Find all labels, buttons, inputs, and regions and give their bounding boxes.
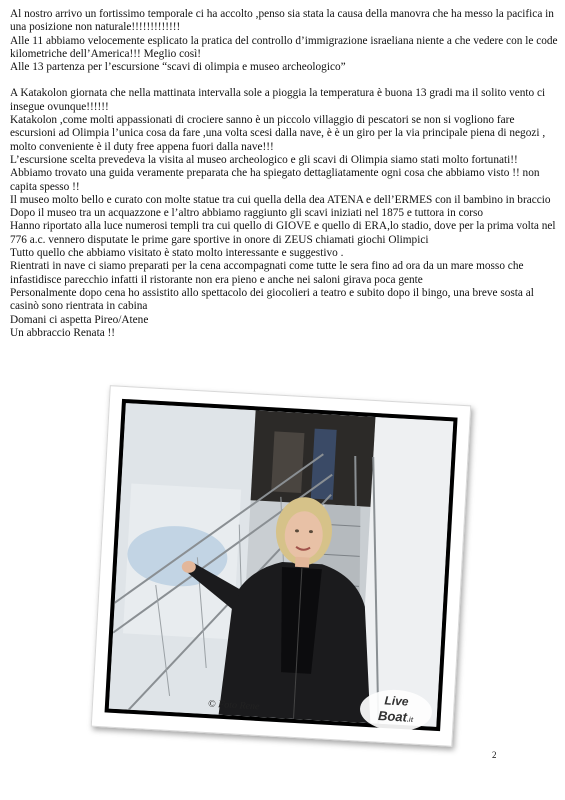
paragraph: Alle 13 partenza per l’escursione “scavi di olimpia e museo archeologico” [10, 61, 346, 74]
diary-text [10, 8, 558, 340]
logo-suffix: .it [406, 716, 414, 724]
page-number: 2 [492, 750, 497, 760]
paragraph: Katakolon ,come molti appassionati di crociere sanno è un piccolo villaggio di pescatori se non si vogliono fare escursioni ad Olimpia l’unica cosa da fare ,una volta scesi dalla nave, è è un giro per la via principale piena di negozi , molto conveniente è il duty free appena fuori dalla nave!!! [10, 114, 546, 153]
paragraph: Hanno riportato alla luce numerosi templi tra cui quello di GIOVE e quello di ERA,lo stadio, dove per la prima volta nel 776 a.c. vennero disputate le prime gare sportive in onore di ZEUS chiamati giochi Olimpici [10, 220, 556, 246]
photo [105, 399, 458, 731]
paragraph: L’escursione scelta prevedeva la visita al museo archeologico e gli scavi di Olimpia siamo stati molto fortunati!! Abbiamo trovato una guida veramente preparata che ha spiegato dettagliatamente ogni cosa che abbiamo visto !! non capita spesso !! [10, 153, 540, 193]
paragraph: Rientrati in nave ci siamo preparati per la cena accompagnati come tutte le sera fino ad ora da un mare mosso che infastidisce parecchio infatti il ristorante non era pieno e anche nei saloni girava poca gente [10, 260, 524, 286]
liveboat-logo [359, 688, 433, 733]
photo-illustration [109, 403, 454, 727]
logo-line-1: Live [384, 693, 409, 709]
paragraph: Dopo il museo tra un acquazzone e l’altro abbiamo raggiunto gli scavi iniziati nel 1875 e tuttora in corso [10, 207, 484, 220]
paragraph: Al nostro arrivo un fortissimo temporale ci ha accolto ,penso sia stata la causa della manovra che ha messo la pacifica in una posizione non naturale!!!!!!!!!!!!! [10, 8, 554, 34]
paragraph-gap [10, 74, 558, 87]
logo-line-2: Boat [377, 708, 408, 725]
photo-watermark: © Foto Rene [207, 698, 260, 713]
paragraph: Domani ci aspetta Pireo/Atene [10, 313, 149, 326]
paragraph: Tutto quello che abbiamo visitato è stato molto interessante e suggestivo . [10, 247, 344, 260]
paragraph: Personalmente dopo cena ho assistito allo spettacolo dei giocolieri a teatro e subito dopo il bingo, una breve sosta al casinò sono rientrata in cabina [10, 286, 534, 313]
paragraph: Il museo molto bello e curato con molte statue tra cui quella della dea ATENA e dell’ERMES con il bambino in braccio [10, 193, 551, 206]
paragraph: Alle 11 abbiamo velocemente esplicato la pratica del controllo d’immigrazione israeliana niente a che vedere con le code kilometriche dell’America!!! Meglio così! [10, 34, 558, 60]
paragraph: A Katakolon giornata che nella mattinata intervalla sole a pioggia la temperatura è buona 13 gradi ma il solito vento ci insegue ovunque!!!!!! [10, 87, 546, 113]
paragraph: Un abbraccio Renata !! [10, 326, 116, 339]
